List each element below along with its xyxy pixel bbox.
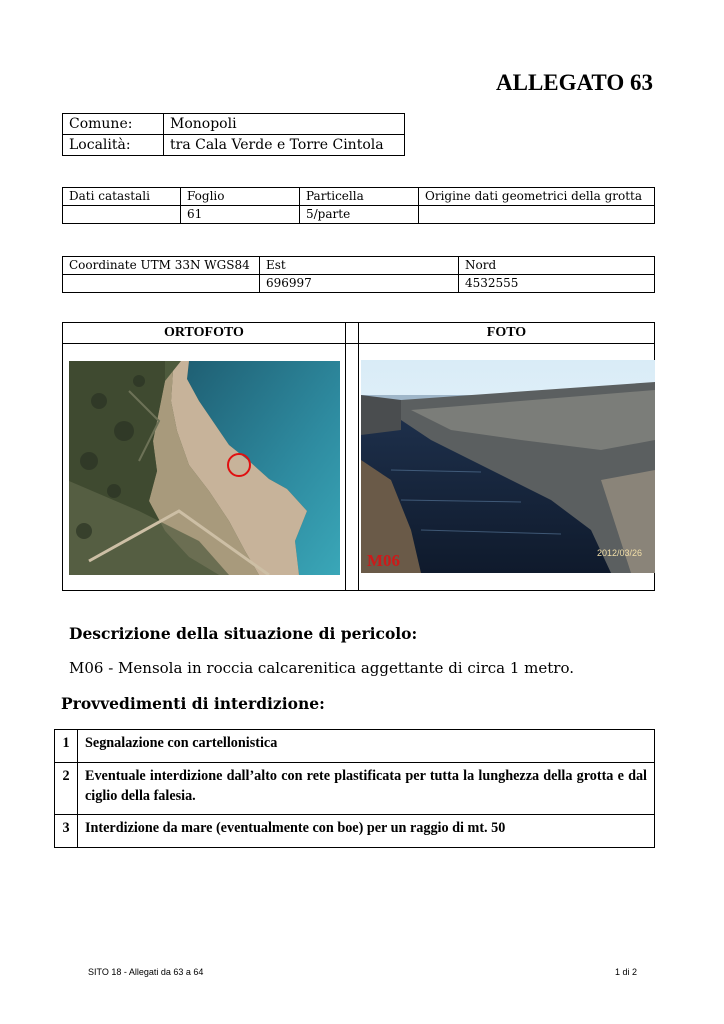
- measure-text: Interdizione da mare (eventualmente con boe) per un raggio di mt. 50: [78, 815, 655, 848]
- ortofoto-label: ORTOFOTO: [63, 323, 346, 344]
- photo-date: 2012/03/26: [597, 548, 643, 558]
- localita-value: tra Cala Verde e Torre Cintola: [164, 135, 405, 156]
- photo-tag: M06: [367, 551, 401, 570]
- page-title: ALLEGATO 63: [496, 70, 653, 95]
- localita-label: Località:: [63, 135, 164, 156]
- measures-heading: Provvedimenti di interdizione:: [61, 694, 325, 713]
- measure-text: Segnalazione con cartellonistica: [78, 730, 655, 763]
- utm-cell: [63, 275, 260, 293]
- description-text: M06 - Mensola in roccia calcarenitica aggettante di circa 1 metro.: [69, 659, 574, 677]
- cadastral-cell: [419, 206, 655, 224]
- measure-text: Eventuale interdizione dall’alto con rete plastificata per tutta la lunghezza della grotta e dal ciglio della falesia.: [78, 763, 655, 815]
- utm-header: Coordinate UTM 33N WGS84: [63, 257, 260, 275]
- footer-page-number: 1 di 2: [614, 967, 637, 977]
- measure-number: 2: [55, 763, 78, 815]
- utm-header: Nord: [459, 257, 655, 275]
- location-table: [62, 113, 405, 156]
- cadastral-table: [62, 187, 655, 224]
- measure-number: 3: [55, 815, 78, 848]
- footer-site: SITO 18 - Allegati da 63 a 64: [88, 967, 204, 977]
- measure-number: 1: [55, 730, 78, 763]
- cadastral-cell: 61: [181, 206, 300, 224]
- utm-cell: 696997: [260, 275, 459, 293]
- cadastral-header: Foglio: [181, 188, 300, 206]
- cadastral-header: Origine dati geometrici della grotta: [419, 188, 655, 206]
- cadastral-header: Particella: [300, 188, 419, 206]
- comune-value: Monopoli: [164, 114, 405, 135]
- description-heading: Descrizione della situazione di pericolo:: [69, 624, 418, 643]
- cadastral-cell: 5/parte: [300, 206, 419, 224]
- images-table: [62, 322, 655, 591]
- orthophoto-image: [69, 361, 340, 575]
- comune-label: Comune:: [63, 114, 164, 135]
- cadastral-cell: [63, 206, 181, 224]
- utm-cell: 4532555: [459, 275, 655, 293]
- utm-header: Est: [260, 257, 459, 275]
- cadastral-header: Dati catastali: [63, 188, 181, 206]
- cliff-photo: [361, 360, 655, 573]
- foto-label: FOTO: [359, 323, 655, 344]
- measures-table: [54, 729, 655, 848]
- utm-table: [62, 256, 655, 293]
